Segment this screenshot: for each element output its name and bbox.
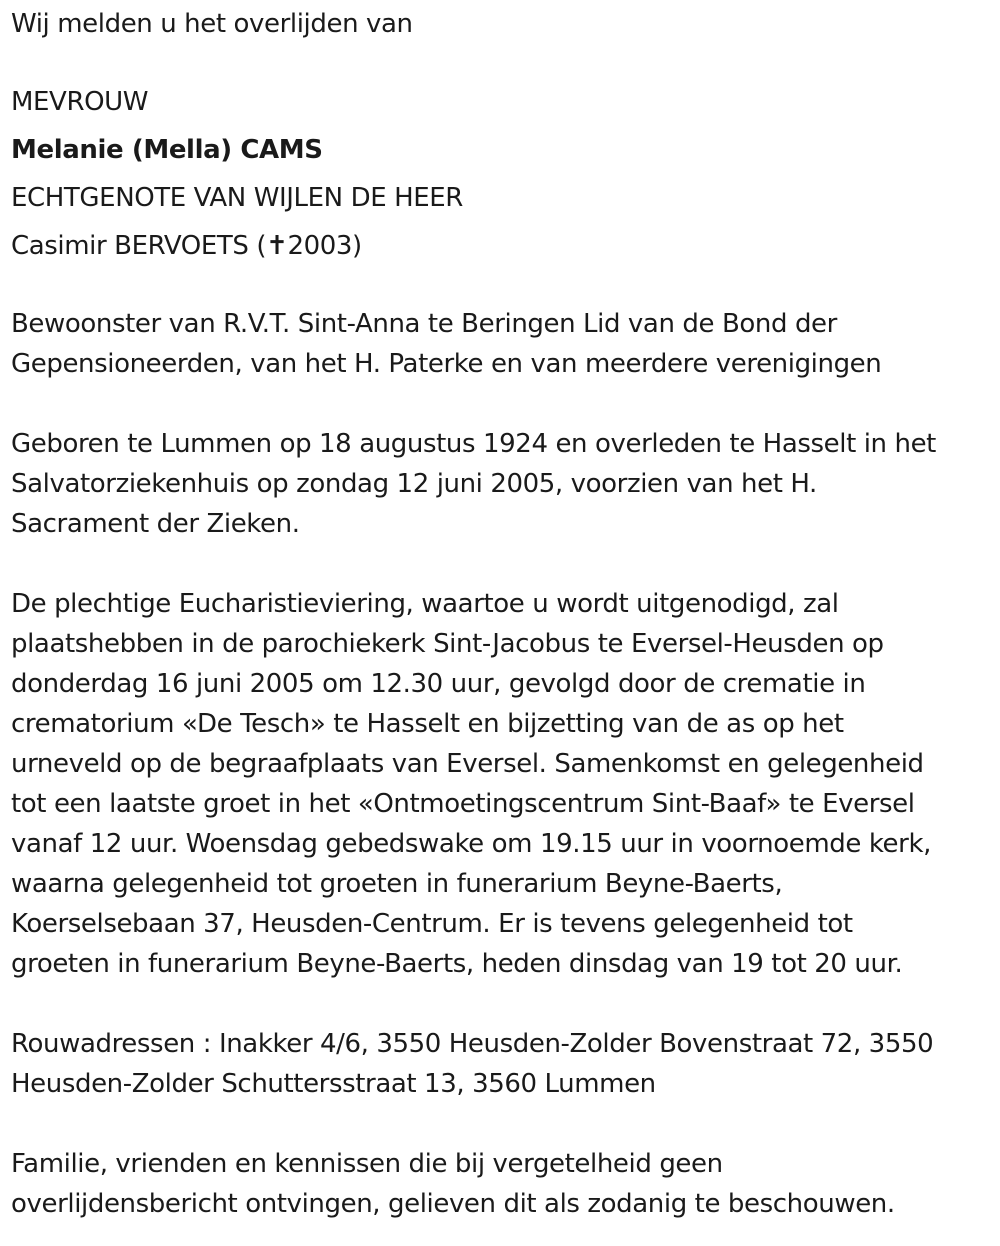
residence-paragraph (11, 304, 986, 384)
death-notice (11, 4, 986, 1224)
spacer (11, 44, 986, 78)
birth-death-paragraph (11, 424, 986, 544)
paragraph-line: Salvatorziekenhuis op zondag 12 juni 2005, voorzien van het H. (11, 469, 817, 499)
deceased-name: Melanie (Mella) CAMS (11, 135, 323, 165)
paragraph-line: donderdag 16 juni 2005 om 12.30 uur, gevolgd door de crematie in (11, 669, 866, 699)
paragraph-line: waarna gelegenheid tot groeten in funerarium Beyne-Baerts, (11, 869, 783, 899)
spouse-name: Casimir BERVOETS (✝2003) (11, 231, 362, 261)
paragraph-line: Heusden-Zolder Schuttersstraat 13, 3560 Lummen (11, 1069, 656, 1099)
paragraph-line: Gepensioneerden, van het H. Paterke en van meerdere verenigingen (11, 349, 882, 379)
paragraph-line: Sacrament der Zieken. (11, 509, 300, 539)
deceased-header (11, 78, 986, 270)
paragraph-line: Bewoonster van R.V.T. Sint-Anna te Beringen Lid van de Bond der (11, 309, 837, 339)
paragraph-line: tot een laatste groet in het «Ontmoetingscentrum Sint-Baaf» te Eversel (11, 789, 915, 819)
ceremony-paragraph (11, 584, 986, 984)
spacer (11, 270, 986, 304)
title-text: MEVROUW (11, 87, 149, 117)
spacer (11, 1104, 986, 1144)
paragraph-line: groeten in funerarium Beyne-Baerts, heden dinsdag van 19 tot 20 uur. (11, 949, 903, 979)
paragraph-line: plaatshebben in de parochiekerk Sint-Jacobus te Eversel-Heusden op (11, 629, 884, 659)
paragraph-line: De plechtige Eucharistieviering, waartoe u wordt uitgenodigd, zal (11, 589, 839, 619)
intro-text: Wij melden u het overlijden van (11, 9, 413, 39)
paragraph-line: Koerselsebaan 37, Heusden-Centrum. Er is tevens gelegenheid tot (11, 909, 853, 939)
spacer (11, 984, 986, 1024)
paragraph-line: Familie, vrienden en kennissen die bij vergetelheid geen (11, 1149, 723, 1179)
paragraph-line: vanaf 12 uur. Woensdag gebedswake om 19.15 uur in voornoemde kerk, (11, 829, 931, 859)
addresses-paragraph (11, 1024, 986, 1104)
spouse-label: ECHTGENOTE VAN WIJLEN DE HEER (11, 183, 463, 213)
paragraph-line: Rouwadressen : Inakker 4/6, 3550 Heusden-Zolder Bovenstraat 72, 3550 (11, 1029, 934, 1059)
spacer (11, 384, 986, 424)
paragraph-line: Geboren te Lummen op 18 augustus 1924 en overleden te Hasselt in het (11, 429, 936, 459)
paragraph-line: crematorium «De Tesch» te Hasselt en bijzetting van de as op het (11, 709, 844, 739)
paragraph-line: overlijdensbericht ontvingen, gelieven dit als zodanig te beschouwen. (11, 1189, 895, 1219)
paragraph-line: urneveld op de begraafplaats van Eversel. Samenkomst en gelegenheid (11, 749, 924, 779)
spacer (11, 544, 986, 584)
closing-paragraph (11, 1144, 986, 1224)
